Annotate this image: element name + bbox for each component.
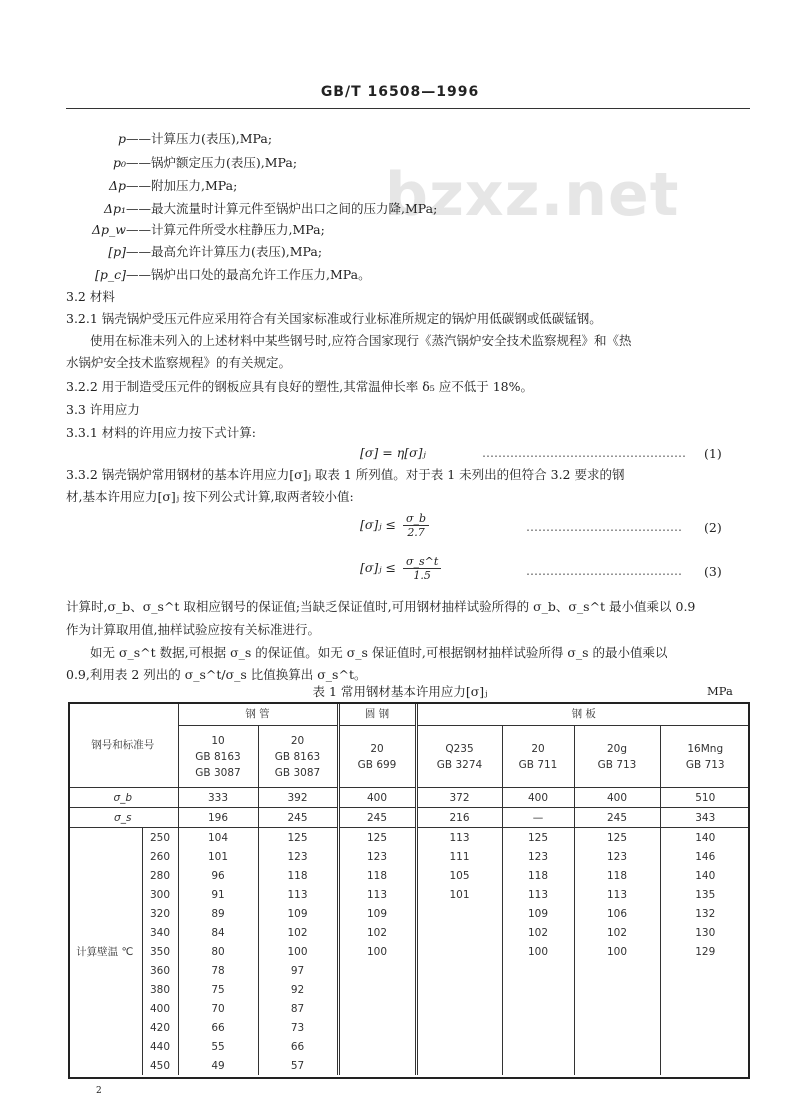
equation-1-number: (1) [704, 446, 722, 461]
table-row [68, 961, 750, 980]
stress-value: 66 [258, 1037, 338, 1056]
equation-3 [360, 555, 441, 582]
equation-3-leader: ………………………………… [526, 564, 682, 578]
section-3-3-2-cont: 材,基本许用应力[σ]ⱼ 按下列公式计算,取两者较小值: [66, 489, 354, 504]
stress-value: 113 [502, 885, 574, 904]
stress-value: 106 [574, 904, 660, 923]
stress-value: 123 [574, 847, 660, 866]
stress-value: 100 [338, 942, 416, 961]
definition-symbol: Δp [108, 178, 126, 193]
stress-value: 125 [574, 828, 660, 848]
group-steel-pipe: 钢 管 [178, 702, 338, 726]
grade-column-header [502, 726, 574, 788]
equation-2-numerator: σ_b [403, 512, 429, 526]
stress-value [416, 923, 502, 942]
stress-value: 123 [258, 847, 338, 866]
stress-value: 135 [660, 885, 750, 904]
sb-value: 510 [660, 788, 750, 808]
grade-header-grade: 20 [370, 742, 384, 755]
section-3-2-1-cont2: 水锅炉安全技术监察规程》的有关规定。 [66, 355, 292, 370]
equation-2-lhs: [σ]ⱼ ≤ [360, 517, 397, 532]
stress-value [502, 1037, 574, 1056]
stress-value: 104 [178, 828, 258, 848]
stress-value: 118 [502, 866, 574, 885]
equation-2-number: (2) [704, 520, 722, 535]
grade-header-grade: 20 [531, 742, 545, 755]
temperature-value: 300 [149, 888, 171, 901]
stress-value [660, 1018, 750, 1037]
stress-value [502, 980, 574, 999]
grade-column-header [660, 726, 750, 788]
equation-1-leader: …………………………………………… [482, 446, 686, 460]
grade-header-std1: GB 699 [357, 758, 397, 771]
temperature-value: 280 [149, 869, 171, 882]
table-row [68, 1018, 750, 1037]
ss-value: 245 [258, 808, 338, 828]
definition-item [86, 244, 322, 260]
grade-header-cell: 钢号和标准号 [68, 702, 178, 788]
table-caption: 表 1 常用钢材基本许用应力[σ]ⱼ [312, 684, 488, 699]
equation-2-fraction [403, 512, 429, 539]
stress-value: 100 [258, 942, 338, 961]
definition-item [86, 267, 371, 283]
stress-value: 75 [178, 980, 258, 999]
sb-value: 372 [416, 788, 502, 808]
section-3-3-2: 3.3.2 锅壳锅炉常用钢材的基本许用应力[σ]ⱼ 取表 1 所列值。对于表 1 未列出的但符合 3.2 要求的钢 [66, 467, 625, 482]
temperature-value: 250 [149, 831, 171, 844]
stress-value [574, 1018, 660, 1037]
page-header-code: GB/T 16508—1996 [320, 84, 480, 100]
equation-2-leader: ………………………………… [526, 520, 682, 534]
sb-value: 400 [502, 788, 574, 808]
definition-text: ——附加压力,MPa; [126, 178, 238, 193]
stress-value [338, 999, 416, 1018]
grade-header-grade: 20g [606, 742, 628, 755]
temperature-value: 260 [149, 850, 171, 863]
table-row [68, 847, 750, 866]
stress-value: 70 [178, 999, 258, 1018]
ss-value: 196 [178, 808, 258, 828]
grade-column-header [178, 726, 258, 788]
definition-text: ——锅炉额定压力(表压),MPa; [126, 155, 298, 170]
definition-text: ——最大流量时计算元件至锅炉出口之间的压力降,MPa; [126, 201, 438, 216]
equation-3-denominator: 1.5 [413, 569, 431, 582]
temperature-value: 440 [149, 1040, 171, 1053]
stress-value [502, 1056, 574, 1075]
table-row [68, 942, 750, 961]
paragraph-calc: 计算时,σ_b、σ_s^t 取相应钢号的保证值;当缺乏保证值时,可用钢材抽样试验所得的 σ_b、σ_s^t 最小值乘以 0.9 [66, 599, 696, 614]
ss-value: 216 [416, 808, 502, 828]
stress-value: 102 [338, 923, 416, 942]
stress-value [416, 942, 502, 961]
equation-2-denominator: 2.7 [407, 526, 425, 539]
grade-header-std1: GB 713 [685, 758, 725, 771]
table-row [68, 923, 750, 942]
ss-value: 245 [574, 808, 660, 828]
definition-text: ——锅炉出口处的最高允许工作压力,MPa。 [126, 267, 371, 282]
table-row [68, 980, 750, 999]
page-footnote: 2 [96, 1086, 102, 1096]
stress-value [416, 999, 502, 1018]
equation-2 [360, 512, 429, 539]
table-unit: MPa [707, 684, 733, 698]
stress-value: 109 [338, 904, 416, 923]
stress-value: 92 [258, 980, 338, 999]
stress-value [502, 1018, 574, 1037]
definition-item [86, 155, 297, 171]
stress-value: 123 [338, 847, 416, 866]
definition-symbol: Δp₁ [103, 201, 126, 216]
stress-value: 97 [258, 961, 338, 980]
stress-value: 111 [416, 847, 502, 866]
stress-value [574, 1037, 660, 1056]
stress-value [338, 980, 416, 999]
equation-3-fraction [403, 555, 441, 582]
equation-3-numerator: σ_s^t [403, 555, 441, 569]
ss-label: σ_s [68, 808, 178, 828]
stress-value [660, 961, 750, 980]
stress-value: 87 [258, 999, 338, 1018]
definition-text: ——计算压力(表压),MPa; [126, 131, 273, 146]
stress-value [338, 1037, 416, 1056]
definition-item [86, 131, 272, 147]
ss-value: 343 [660, 808, 750, 828]
paragraph-conversion-cont: 0.9,利用表 2 列出的 σ_s^t/σ_s 比值换算出 σ_s^t。 [66, 667, 367, 682]
stress-value: 101 [178, 847, 258, 866]
stress-value [416, 904, 502, 923]
stress-value: 146 [660, 847, 750, 866]
temperature-value: 360 [149, 964, 171, 977]
sb-value: 333 [178, 788, 258, 808]
stress-value [660, 1037, 750, 1056]
group-round-steel: 圆 钢 [338, 702, 416, 726]
temperature-value: 320 [149, 907, 171, 920]
stress-value: 89 [178, 904, 258, 923]
section-3-2-1-cont: 使用在标准未列入的上述材料中某些钢号时,应符合国家现行《蒸汽锅炉安全技术监察规程》和《热 [90, 333, 632, 348]
section-3-3: 3.3 许用应力 [66, 402, 140, 417]
stress-value: 91 [178, 885, 258, 904]
stress-value: 80 [178, 942, 258, 961]
group-steel-plate: 钢 板 [416, 702, 750, 726]
stress-value [338, 961, 416, 980]
paragraph-conversion: 如无 σ_s^t 数据,可根据 σ_s 的保证值。如无 σ_s 保证值时,可根据钢材抽样试验所得 σ_s 的最小值乘以 [90, 645, 668, 660]
table-row [68, 904, 750, 923]
section-3-3-1: 3.3.1 材料的许用应力按下式计算: [66, 425, 256, 440]
watermark: bzxz.net [385, 160, 680, 230]
stress-value: 125 [502, 828, 574, 848]
table-row [68, 828, 750, 848]
table-row [68, 999, 750, 1018]
stress-value: 123 [502, 847, 574, 866]
stress-value [574, 999, 660, 1018]
temperature-value: 420 [149, 1021, 171, 1034]
sb-value: 400 [574, 788, 660, 808]
grade-header-std1: GB 8163 [274, 750, 321, 763]
stress-value: 118 [258, 866, 338, 885]
grade-header-std2: GB 3087 [195, 766, 241, 779]
definition-symbol: [p_c] [94, 267, 126, 282]
table-row [68, 866, 750, 885]
grade-column-header [574, 726, 660, 788]
stress-value: 102 [502, 923, 574, 942]
temperature-value: 350 [149, 945, 171, 958]
section-3-2-1: 3.2.1 锅壳锅炉受压元件应采用符合有关国家标准或行业标准所规定的锅炉用低碳钢或低碳锰钢。 [66, 311, 602, 326]
temperature-value: 340 [149, 926, 171, 939]
stress-value: 49 [178, 1056, 258, 1075]
paragraph-calc-cont: 作为计算取用值,抽样试验应按有关标准进行。 [66, 622, 320, 637]
stress-value [502, 999, 574, 1018]
stress-value: 140 [660, 828, 750, 848]
stress-value: 113 [416, 828, 502, 848]
grade-header-std1: GB 3274 [436, 758, 483, 771]
stress-value: 57 [258, 1056, 338, 1075]
definition-item [86, 178, 237, 194]
definition-item [86, 201, 437, 217]
definition-text: ——最高允许计算压力(表压),MPa; [126, 244, 323, 259]
stress-value [416, 961, 502, 980]
section-3-2-2: 3.2.2 用于制造受压元件的钢板应具有良好的塑性,其常温伸长率 δ₅ 应不低于 18%。 [66, 379, 533, 394]
grade-header-std2: GB 3087 [274, 766, 321, 779]
definition-symbol: p₀ [112, 155, 126, 170]
definition-symbol: p [117, 131, 126, 146]
header-rule [66, 108, 750, 109]
section-3-2: 3.2 材料 [66, 289, 115, 304]
equation-1: [σ] = η[σ]ⱼ [360, 445, 426, 460]
stress-value [416, 1056, 502, 1075]
definition-symbol: [p] [108, 244, 126, 259]
table-row [68, 885, 750, 904]
stress-value [416, 980, 502, 999]
grade-header-std1: GB 711 [518, 758, 558, 771]
temperature-value: 380 [149, 983, 171, 996]
stress-value: 73 [258, 1018, 338, 1037]
stress-value: 96 [178, 866, 258, 885]
stress-value: 132 [660, 904, 750, 923]
stress-value: 129 [660, 942, 750, 961]
temperature-value: 400 [149, 1002, 171, 1015]
stress-value: 113 [258, 885, 338, 904]
stress-value: 101 [416, 885, 502, 904]
sb-value: 400 [338, 788, 416, 808]
definition-item [86, 222, 325, 238]
stress-value: 78 [178, 961, 258, 980]
ss-value: — [502, 808, 574, 828]
stress-value [338, 1056, 416, 1075]
stress-value: 125 [258, 828, 338, 848]
stress-value: 109 [502, 904, 574, 923]
stress-value [660, 980, 750, 999]
equation-3-lhs: [σ]ⱼ ≤ [360, 560, 397, 575]
sb-label: σ_b [68, 788, 178, 808]
stress-value: 125 [338, 828, 416, 848]
temperature-value: 450 [149, 1059, 171, 1072]
stress-value: 118 [574, 866, 660, 885]
stress-value [416, 1037, 502, 1056]
grade-header-std1: GB 8163 [195, 750, 241, 763]
stress-value: 100 [574, 942, 660, 961]
grade-column-header [258, 726, 338, 788]
stress-value: 102 [574, 923, 660, 942]
stress-value: 66 [178, 1018, 258, 1037]
sb-value: 392 [258, 788, 338, 808]
stress-value: 105 [416, 866, 502, 885]
temp-label: 计算壁温 ℃ [68, 828, 142, 1076]
grade-column-header [338, 726, 416, 788]
stress-value: 140 [660, 866, 750, 885]
stress-value: 113 [338, 885, 416, 904]
stress-value: 100 [502, 942, 574, 961]
stress-value: 118 [338, 866, 416, 885]
stress-value [574, 980, 660, 999]
stress-value [574, 1056, 660, 1075]
grade-header-std1: GB 713 [597, 758, 637, 771]
stress-value: 84 [178, 923, 258, 942]
grade-header-grade: 16Mng [687, 742, 724, 755]
stress-value: 113 [574, 885, 660, 904]
stress-value: 55 [178, 1037, 258, 1056]
grade-header-grade: 20 [290, 734, 305, 747]
ss-value: 245 [338, 808, 416, 828]
equation-3-number: (3) [704, 564, 722, 579]
table-row [68, 1056, 750, 1075]
grade-header-grade: Q235 [445, 742, 474, 755]
grade-column-header [416, 726, 502, 788]
stress-value [338, 1018, 416, 1037]
stress-value [502, 961, 574, 980]
stress-value: 130 [660, 923, 750, 942]
grade-header-grade: 10 [211, 734, 225, 747]
stress-value [416, 1018, 502, 1037]
stress-value: 109 [258, 904, 338, 923]
table-row [68, 1037, 750, 1056]
stress-value [660, 1056, 750, 1075]
stress-value [574, 961, 660, 980]
stress-value: 102 [258, 923, 338, 942]
allowable-stress-table [68, 702, 750, 1075]
definition-symbol: Δp_w [92, 222, 126, 237]
stress-value [660, 999, 750, 1018]
definition-text: ——计算元件所受水柱静压力,MPa; [126, 222, 325, 237]
